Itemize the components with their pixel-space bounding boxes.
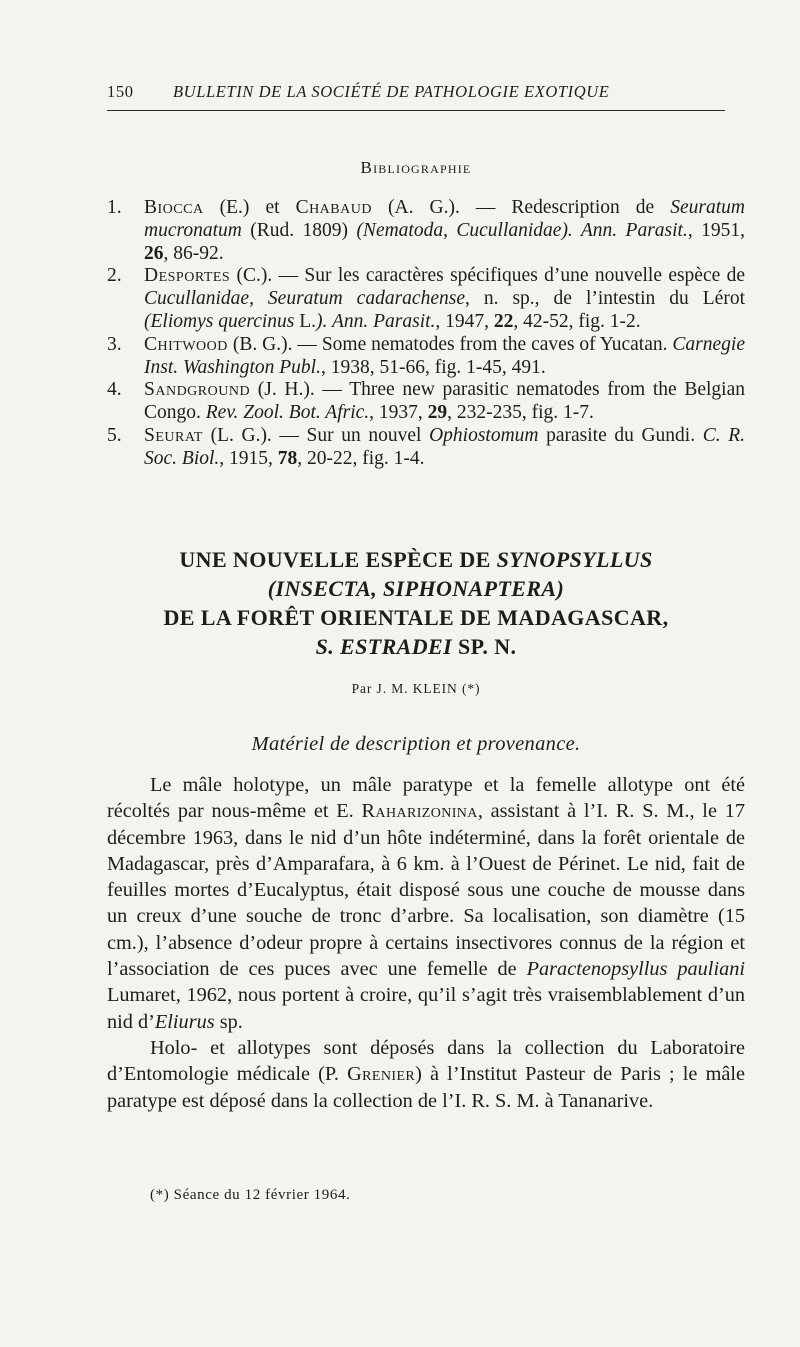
body-paragraph: Le mâle holotype, un mâle paratype et la femelle allotype ont été récoltés par nous-même et E. Raharizonina, assistant à l’I. R. S. M., le 17 décembre 1963, dans le nid d’un hôte indéterminé, dans la forêt orientale de Madagascar, près d’Amparafara, à 6 km. à l’Ouest de Périnet. Le nid, fait de feuilles mortes d’Eucalyptus, était disposé sous une couche de mousse dans un creux d’une souche de tronc d’arbre. Sa localisation, son diamètre (15 cm.), l’absence d’odeur propre à certains insectivores connus de la région et l’association de ces puces avec une femelle de Paractenopsyllus pauliani Lumaret, 1962, nous portent à croire, qu’il s’agit très vraisemblablement d’un nid d’Eliurus sp. bbox=[107, 774, 745, 1033]
reference-item: 5. Seurat (L. G.). — Sur un nouvel Ophiostomum parasite du Gundi. C. R. Soc. Biol., 1915, 78, 20-22, fig. 1-4. bbox=[107, 424, 746, 469]
title-line: (INSECTA, SIPHONAPTERA) bbox=[267, 576, 565, 601]
running-head bbox=[107, 82, 725, 106]
reference-list bbox=[107, 197, 745, 471]
article-title bbox=[107, 545, 725, 661]
journal-title: BULLETIN DE LA SOCIÉTÉ DE PATHOLOGIE EXOTIQUE bbox=[173, 82, 610, 101]
bibliography-heading: Bibliographie bbox=[360, 158, 472, 177]
reference-item: 3. Chitwood (B. G.). — Some nematodes from the caves of Yucatan. Carnegie Inst. Washington Publ., 1938, 51-66, fig. 1-45, 491. bbox=[107, 333, 745, 378]
reference-item: 2. Desportes (C.). — Sur les caractères spécifiques d’une nouvelle espèce de Cucullanidae, Seuratum cadarachense, n. sp., de l’intestin du Lérot (Eliomys quercinus L.). Ann. Parasit., 1947, 22, 42-52, fig. 1-2. bbox=[107, 265, 745, 332]
body-paragraph: Holo- et allotypes sont déposés dans la collection du Laboratoire d’Entomologie médicale (P. Grenier) à l’Institut Pasteur de Paris ; le mâle paratype est déposé dans la collection de l’I. R. S. M. à Tananarive. bbox=[107, 1036, 745, 1112]
author-byline: Par J. M. KLEIN (*) bbox=[351, 681, 481, 696]
section-subheading: Matériel de description et provenance. bbox=[251, 733, 581, 755]
reference-item: 1. Biocca (E.) et Chabaud (A. G.). — Redescription de Seuratum mucronatum (Rud. 1809) (Nematoda, Cucullanidae). Ann. Parasit., 1951, 26, 86-92. bbox=[107, 197, 746, 264]
footnote: (*) Séance du 12 février 1964. bbox=[150, 1187, 351, 1203]
page-number: 150 bbox=[107, 82, 134, 101]
title-line: UNE NOUVELLE ESPÈCE DE SYNOPSYLLUS bbox=[179, 547, 653, 572]
article-body bbox=[107, 772, 745, 1114]
title-line: DE LA FORÊT ORIENTALE DE MADAGASCAR, bbox=[163, 605, 669, 630]
reference-item: 4. Sandground (J. H.). — Three new parasitic nematodes from the Belgian Congo. Rev. Zool. Bot. Afric., 1937, 29, 232-235, fig. 1-7. bbox=[107, 379, 745, 424]
title-line: S. ESTRADEI SP. N. bbox=[315, 634, 517, 659]
header-rule bbox=[107, 110, 725, 111]
